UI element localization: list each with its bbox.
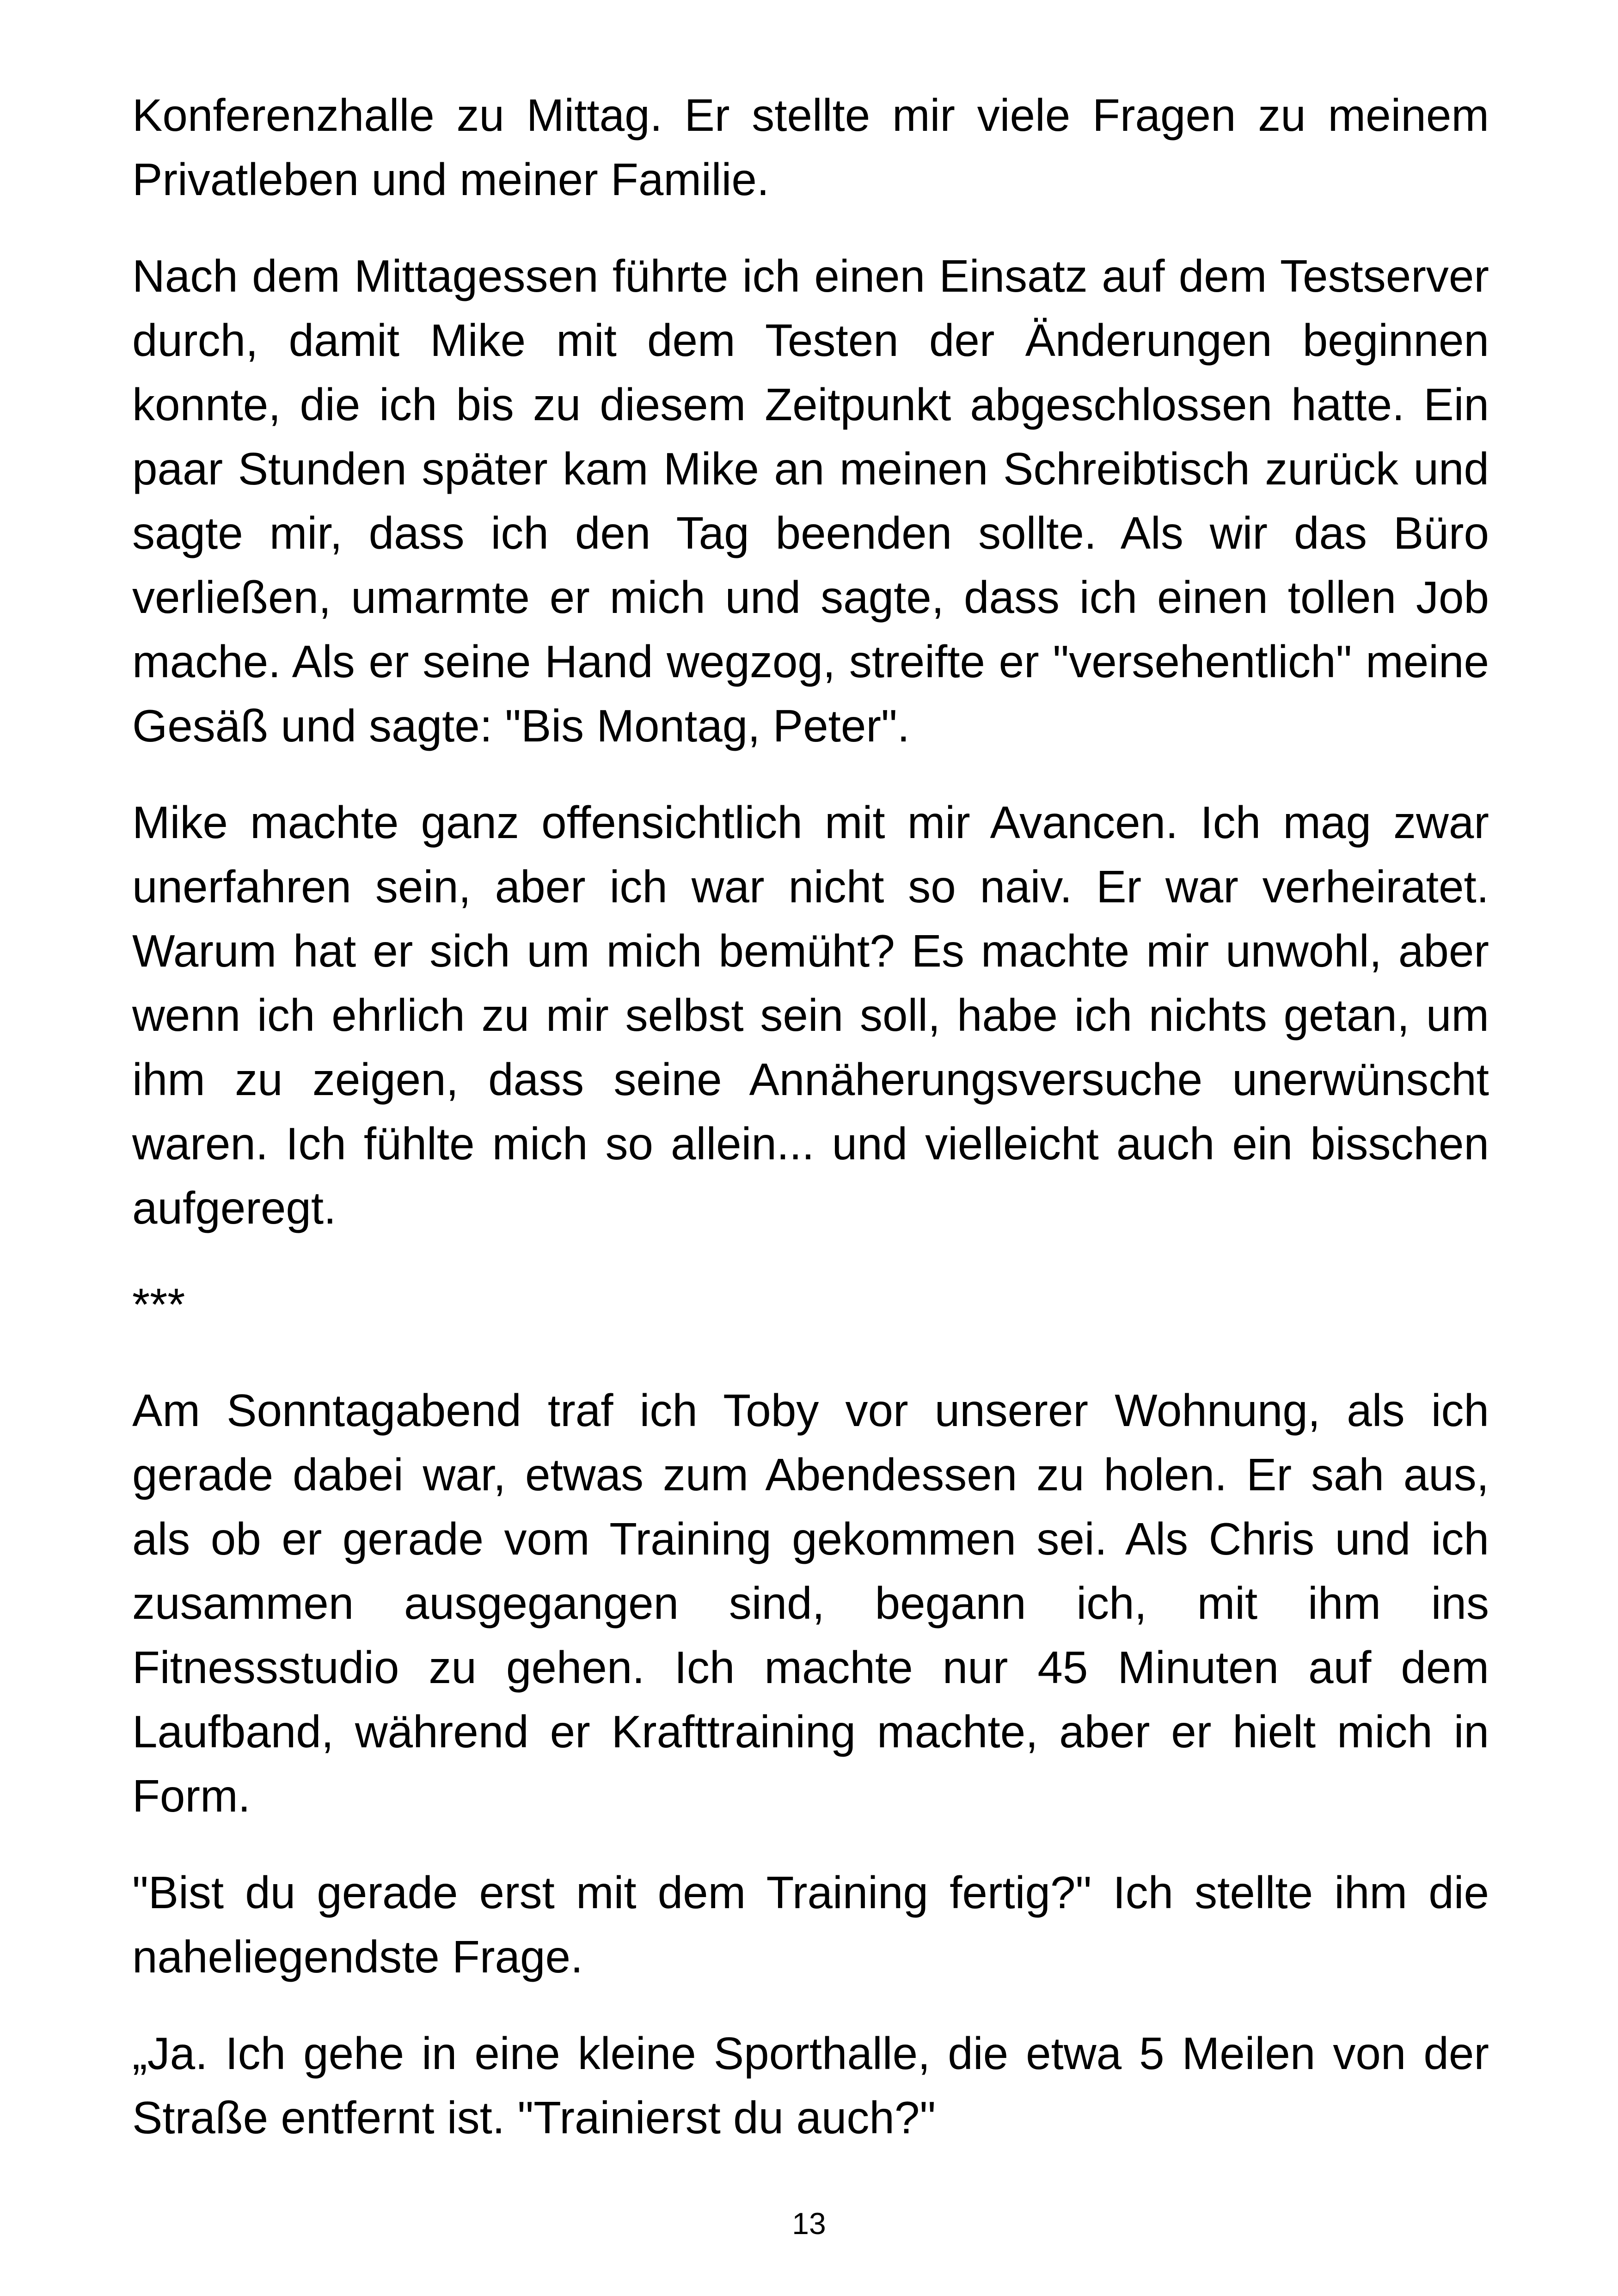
paragraph: „Ja. Ich gehe in eine kleine Sporthalle, die etwa 5 Meilen von der Straße entfernt ist. "Trainierst du auch?" <box>132 2028 1489 2143</box>
paragraph: Mike machte ganz offensichtlich mit mir Avancen. Ich mag zwar unerfahren sein, aber ich war nicht so naiv. Er war verheiratet. Warum hat er sich um mich bemüht? Es machte mir unwohl, aber wenn ich ehrlich zu mir selbst sein soll, habe ich nichts getan, um ihm zu zeigen, dass seine Annäherungsversuche unerwünscht waren. Ich fühlte mich so allein... und vielleicht auch ein bisschen aufgeregt. <box>132 797 1489 1233</box>
paragraph: Konferenzhalle zu Mittag. Er stellte mir viele Fragen zu meinem Privatleben und meiner Familie. <box>132 90 1489 205</box>
paragraph: "Bist du gerade erst mit dem Training fertig?" Ich stellte ihm die naheliegendste Frage. <box>132 1867 1489 1982</box>
paragraph: Nach dem Mittagessen führte ich einen Einsatz auf dem Testserver durch, damit Mike mit dem Testen der Änderungen beginnen konnte, die ich bis zu diesem Zeitpunkt abgeschlossen hatte. Ein paar Stunden später kam Mike an meinen Schreibtisch zurück und sagte mir, dass ich den Tag beenden sollte. Als wir das Büro verließen, umarmte er mich und sagte, dass ich einen tollen Job mache. Als er seine Hand wegzog, streifte er "versehentlich" meine Gesäß und sagte: "Bis Montag, Peter". <box>132 251 1489 751</box>
page-body <box>132 83 1489 2182</box>
paragraph: Am Sonntagabend traf ich Toby vor unserer Wohnung, als ich gerade dabei war, etwas zum Abendessen zu holen. Er sah aus, als ob er gerade vom Training gekommen sei. Als Chris und ich zusammen ausgegangen sind, begann ich, mit ihm ins Fitnessstudio zu gehen. Ich machte nur 45 Minuten auf dem Laufband, während er Krafttraining machte, aber er hielt mich in Form. <box>132 1385 1489 1821</box>
page-number: 13 <box>792 2206 826 2241</box>
section-separator: *** <box>132 1279 185 1330</box>
